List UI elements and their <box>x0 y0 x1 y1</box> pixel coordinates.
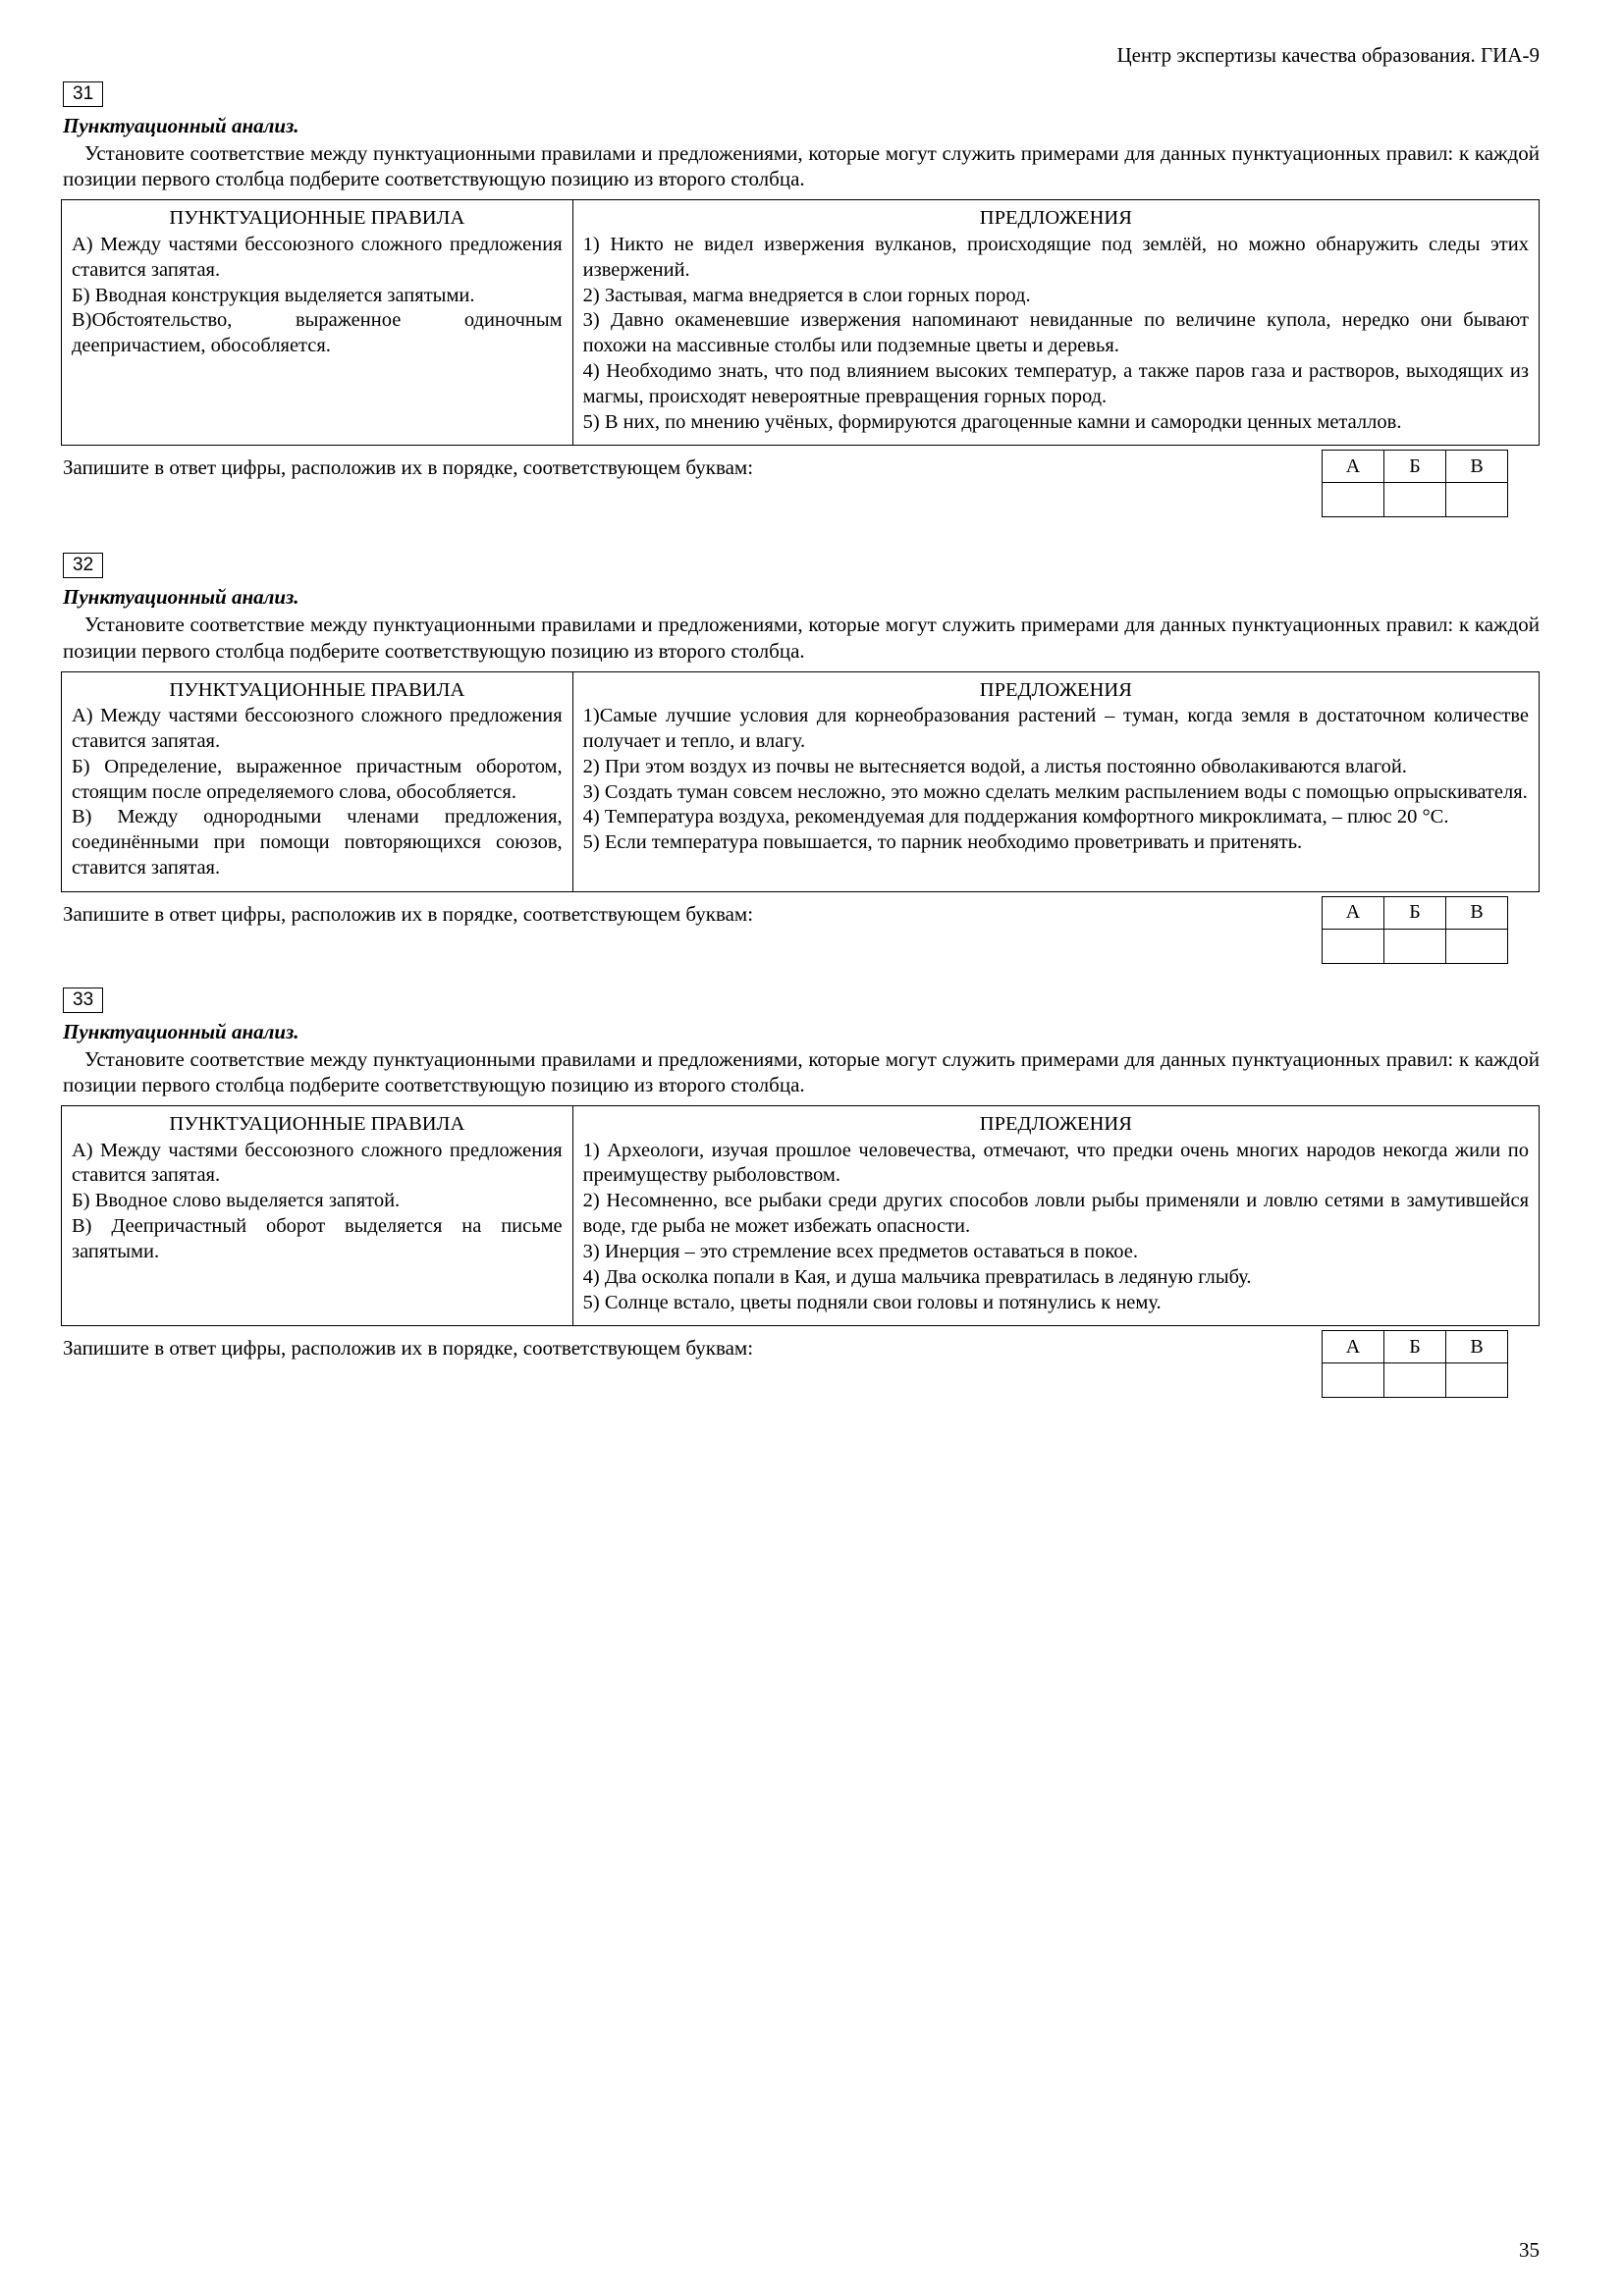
rule-item: А) Между частями бессоюзного сложного предложения ставится запятая. <box>72 1139 563 1187</box>
task-number-31: 31 <box>63 81 103 107</box>
answer-grid-32[interactable] <box>1322 896 1508 964</box>
task-block-31 <box>61 81 1540 517</box>
answer-area-32 <box>61 896 1540 964</box>
rule-item: Б) Вводное слово выделяется запятой. <box>72 1190 401 1212</box>
answer-header-b: Б <box>1384 451 1446 483</box>
rule-item: А) Между частями бессоюзного сложного предложения ставится запятая. <box>72 233 563 281</box>
sentence-item: 1) Археологи, изучая прошлое человечества, отмечают, что предки очень многих народов некогда жили по преимуществу рыболовством. <box>582 1139 1529 1187</box>
task-number-32: 32 <box>63 553 103 578</box>
page-header: Центр экспертизы качества образования. ГИА-9 <box>1116 43 1540 67</box>
answer-header-b: Б <box>1384 896 1446 929</box>
task-block-33 <box>61 988 1540 1398</box>
rule-item: Б) Вводная конструкция выделяется запятыми. <box>72 284 475 306</box>
sentence-item: 3) Инерция – это стремление всех предметов оставаться в покое. <box>582 1240 1139 1262</box>
rule-item: Б) Определение, выраженное причастным оборотом, стоящим после определяемого слова, обособляется. <box>72 755 563 803</box>
answer-area-31 <box>61 450 1540 517</box>
answer-input-b[interactable] <box>1384 483 1446 517</box>
answer-header-v: В <box>1446 896 1508 929</box>
task-block-32 <box>61 553 1540 963</box>
task-number-33: 33 <box>63 988 103 1013</box>
sentence-item: 2) Несомненно, все рыбаки среди других способов ловли рыбы применяли и ловлю сетями в замутившейся воде, где рыба не может избежать опасности. <box>582 1190 1529 1238</box>
sentence-item: 3) Создать туман совсем несложно, это можно сделать мелким распылением воды с помощью опрыскивателя. <box>582 780 1528 803</box>
answer-input-a[interactable] <box>1323 929 1384 963</box>
answer-header-b: Б <box>1384 1331 1446 1363</box>
section-spacer <box>61 523 1540 553</box>
answer-input-b[interactable] <box>1384 929 1446 963</box>
sentences-column-title-33: ПРЕДЛОЖЕНИЯ <box>979 1112 1132 1135</box>
rules-column-title-31: ПУНКТУАЦИОННЫЕ ПРАВИЛА <box>169 207 465 230</box>
match-table-33 <box>61 1105 1540 1326</box>
rule-item: А) Между частями бессоюзного сложного предложения ставится запятая. <box>72 705 563 752</box>
sentence-item: 1) Никто не видел извержения вулканов, происходящие под землёй, но можно обнаружить следы этих извержений. <box>582 233 1529 281</box>
sentence-item: 2) При этом воздух из почвы не вытесняется водой, а листья постоянно обволакиваются влагой. <box>582 755 1407 777</box>
task-instruction-32: Установите соответствие между пунктуационными правилами и предложениями, которые могут служить примерами для данных пунктуационных правил: к каждой позиции первого столбца подберите соответствующую позицию из второго столбца. <box>63 613 1540 663</box>
answer-area-33 <box>61 1330 1540 1398</box>
answer-input-a[interactable] <box>1323 1363 1384 1398</box>
answer-grid-31[interactable] <box>1322 450 1508 517</box>
sentences-cell-31 <box>572 200 1539 446</box>
answer-prompt-32: Запишите в ответ цифры, расположив их в порядке, соответствующем буквам: <box>63 901 754 926</box>
sentence-item: 4) Два осколка попали в Кая, и душа мальчика превратилась в ледяную глыбу. <box>582 1265 1252 1288</box>
task-title-33: Пунктуационный анализ. <box>63 1019 299 1043</box>
answer-header-v: В <box>1446 451 1508 483</box>
answer-input-v[interactable] <box>1446 1363 1508 1398</box>
answer-header-a: А <box>1323 451 1384 483</box>
answer-prompt-31: Запишите в ответ цифры, расположив их в порядке, соответствующем буквам: <box>63 455 754 480</box>
rule-item: В) Между однородными членами предложения, соединёнными при помощи повторяющихся союзов, ставится запятая. <box>72 806 563 880</box>
rule-item: В) Деепричастный оборот выделяется на письме запятыми. <box>72 1215 563 1262</box>
task-instruction-33: Установите соответствие между пунктуационными правилами и предложениями, которые могут служить примерами для данных пунктуационных правил: к каждой позиции первого столбца подберите соответствующую позицию из второго столбца. <box>63 1046 1540 1096</box>
match-table-32 <box>61 671 1540 892</box>
answer-input-a[interactable] <box>1323 483 1384 517</box>
task-title-32: Пунктуационный анализ. <box>63 585 299 610</box>
match-table-31 <box>61 199 1540 446</box>
sentence-item: 2) Застывая, магма внедряется в слои горных пород. <box>582 284 1031 306</box>
answer-prompt-33: Запишите в ответ цифры, расположив их в порядке, соответствующем буквам: <box>63 1336 754 1361</box>
answer-input-b[interactable] <box>1384 1363 1446 1398</box>
sentence-item: 1)Самые лучшие условия для корнеобразования растений – туман, когда земля в достаточном количестве получает и тепло, и влагу. <box>582 705 1529 752</box>
answer-header-a: А <box>1323 1331 1384 1363</box>
rule-item: В)Обстоятельство, выраженное одиночным деепричастием, обособляется. <box>72 309 563 357</box>
answer-header-a: А <box>1323 896 1384 929</box>
sentences-column-title-32: ПРЕДЛОЖЕНИЯ <box>979 678 1132 701</box>
sentence-item: 3) Давно окаменевшие извержения напоминают невиданные по величине купола, нередко они бывают похожи на массивные столбы или подземные цветы и деревья. <box>582 309 1529 357</box>
rules-column-title-33: ПУНКТУАЦИОННЫЕ ПРАВИЛА <box>169 1112 465 1135</box>
rules-cell-31 <box>62 200 573 446</box>
sentences-column-title-31: ПРЕДЛОЖЕНИЯ <box>979 207 1132 230</box>
rules-column-title-32: ПУНКТУАЦИОННЫЕ ПРАВИЛА <box>169 678 465 701</box>
sentences-cell-32 <box>572 671 1539 891</box>
sentence-item: 4) Необходимо знать, что под влиянием высоких температур, а также паров газа и растворов, выходящих из магмы, происходят невероятные превращения горных пород. <box>582 359 1529 407</box>
rules-cell-32 <box>62 671 573 891</box>
sentence-item: 5) Солнце встало, цветы подняли свои головы и потянулись к нему. <box>582 1291 1162 1313</box>
sentence-item: 5) В них, по мнению учёных, формируются драгоценные камни и самородки ценных металлов. <box>582 410 1402 433</box>
sentences-cell-33 <box>572 1105 1539 1325</box>
sentence-item: 4) Температура воздуха, рекомендуемая для поддержания комфортного микроклимата, – плюс 20 °С. <box>582 806 1449 828</box>
rules-cell-33 <box>62 1105 573 1325</box>
answer-input-v[interactable] <box>1446 483 1508 517</box>
sentence-item: 5) Если температура повышается, то парник необходимо проветривать и притенять. <box>582 831 1303 854</box>
answer-input-v[interactable] <box>1446 929 1508 963</box>
page-number: 35 <box>1519 2238 1540 2262</box>
task-instruction-31: Установите соответствие между пунктуационными правилами и предложениями, которые могут служить примерами для данных пунктуационных правил: к каждой позиции первого столбца подберите соответствующую позицию из второго столбца. <box>63 141 1540 191</box>
section-spacer <box>61 970 1540 988</box>
answer-grid-33[interactable] <box>1322 1330 1508 1398</box>
answer-header-v: В <box>1446 1331 1508 1363</box>
task-title-31: Пунктуационный анализ. <box>63 114 299 138</box>
